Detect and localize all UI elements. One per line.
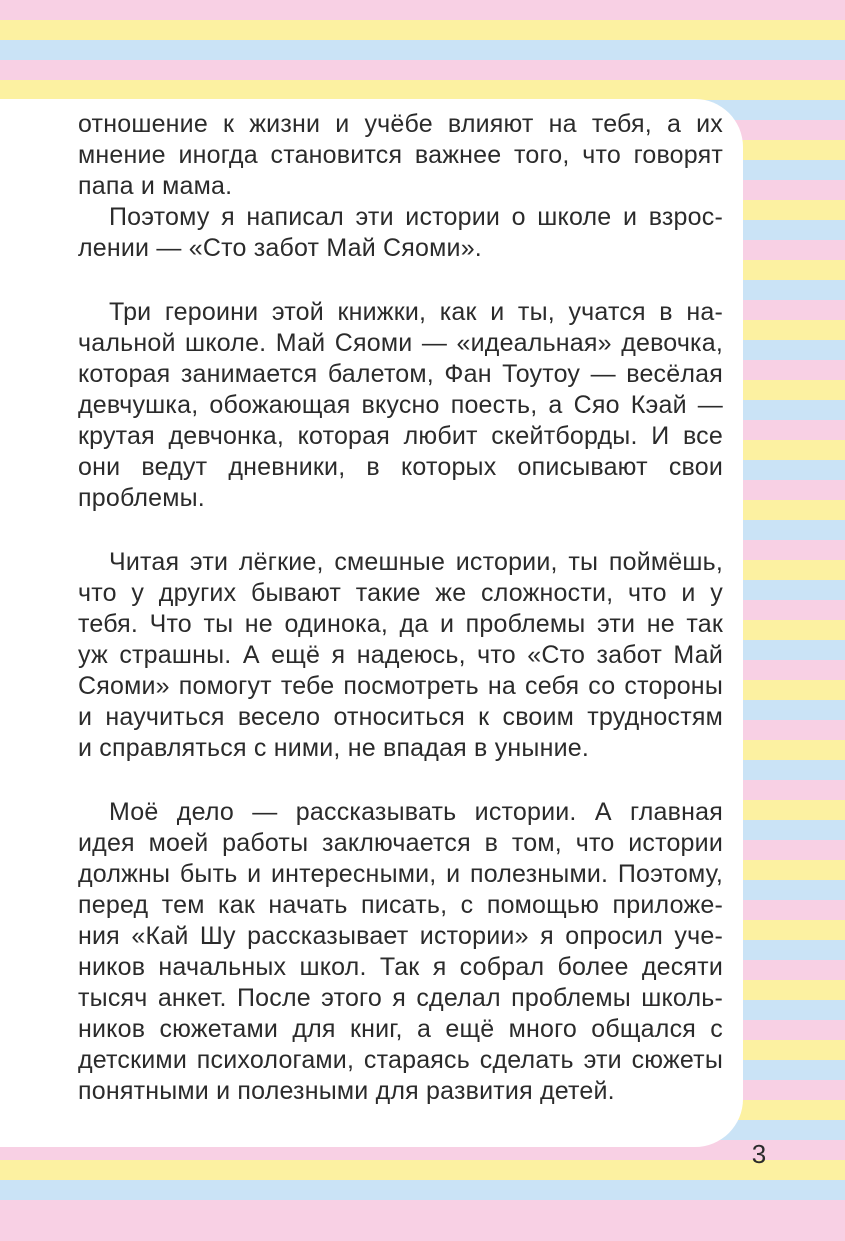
text-line: и справляться с ними, не впадая в уныние. [78,734,589,762]
text-line: тысяч анкет. После этого я сделал проблемы школь- [78,984,723,1012]
text-line: девчушка, обожающая вкусно поесть, а Сяо Кэай — [78,391,723,419]
text-line: Три героини этой книжки, как и ты, учатся в на- [109,298,723,326]
text-line: ников начальных школ. Так я собрал более десяти [78,953,723,981]
text-line: должны быть и интересными, и полезными. Поэтому, [78,860,723,888]
text-line: которая занимается балетом, Фан Тоутоу — весёлая [78,360,723,388]
text-line: ников сюжетами для книг, а ещё много общался с [78,1015,723,1043]
page-number: 3 [751,1139,767,1169]
text-line: Поэтому я написал эти истории о школе и взрос- [109,203,723,231]
preface-text [78,109,723,1107]
text-line: крутая девчонка, которая любит скейтборды. И все [78,422,723,450]
paragraph [78,109,723,202]
text-line: лении — «Сто забот Май Сяоми». [78,234,482,262]
paragraph [78,547,723,764]
text-line: отношение к жизни и учёбе влияют на тебя, а их [78,110,723,138]
text-line: перед тем как начать писать, с помощью приложе- [78,891,723,919]
text-line: идея моей работы заключается в том, что истории [78,829,723,857]
text-line: детскими психологами, стараясь сделать эти сюжеты [78,1046,723,1074]
text-line: ния «Кай Шу рассказывает истории» я опросил уче- [78,922,723,950]
text-line: мнение иногда становится важнее того, что говорят [78,141,723,169]
paragraph [78,797,723,1107]
text-line: Читая эти лёгкие, смешные истории, ты поймёшь, [109,548,723,576]
text-line: что у других бывают такие же сложности, что и у [78,579,723,607]
text-line: понятными и полезными для развития детей. [78,1077,615,1105]
paragraph [78,297,723,514]
text-line: Сяоми» помогут тебе посмотреть на себя со стороны [78,672,723,700]
text-line: они ведут дневники, в которых описывают свои [78,453,723,481]
text-line: уж страшны. А ещё я надеюсь, что «Сто забот Май [78,641,723,669]
text-line: и научиться весело относиться к своим трудностям [78,703,723,731]
text-line: чальной школе. Май Сяоми — «идеальная» девочка, [78,329,723,357]
text-line: тебя. Что ты не одинока, да и проблемы эти не так [78,610,723,638]
bottom-pink-stripe [0,1202,845,1241]
text-line: Моё дело — рассказывать истории. А главная [109,798,723,826]
text-panel [0,99,743,1147]
paragraph [78,202,723,264]
text-line: проблемы. [78,484,205,512]
text-line: папа и мама. [78,172,233,200]
